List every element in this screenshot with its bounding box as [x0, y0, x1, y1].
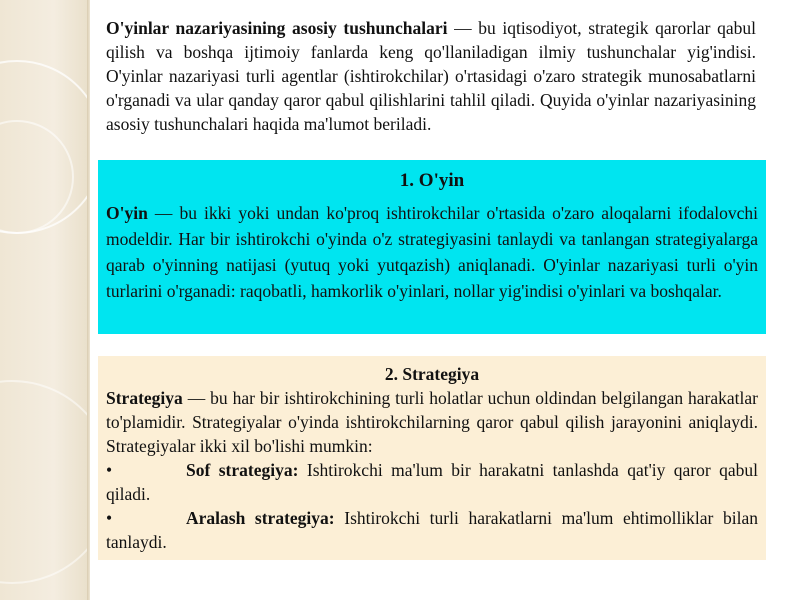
bullet-text: Ishtirokchi turli harakatlarni ma'lum ehtimolliklar bilan tanlaydi.	[106, 508, 758, 552]
section-strategy-text: — bu har bir ishtirokchining turli holatlar uchun oldindan belgilangan harakatlar to'plamidir. Strategiyalar o'yinda ishtirokchilarning qaror qabul qilish jarayonini aniqlaydi. Strategiyalar ikki xil bo'lishi mumkin:	[106, 388, 758, 456]
strip-edge	[87, 0, 90, 600]
bullet-label: Sof strategiya:	[186, 460, 299, 480]
bullet-marker: •	[106, 460, 113, 480]
list-item	[106, 458, 758, 506]
section-game	[98, 160, 766, 334]
section-strategy	[98, 356, 766, 560]
section-game-text: — bu ikki yoki undan ko'proq ishtirokchilar o'rtasida o'zaro aloqalarni ifodalovchi modeldir. Har bir ishtirokchi o'yinda o'z strategiyasini tanlaydi va tanlangan strategiyalarga qarab o'yinning natijasi (yutuq yoki yutqazish) aniqlanadi. O'yinlar nazariyasi turli o'yin turlarini o'rganadi: raqobatli, hamkorlik o'yinlari, nollar yig'indisi o'yinlari va boshqalar.	[106, 203, 758, 301]
section-strategy-body	[106, 386, 758, 458]
decorative-swirl	[0, 380, 90, 584]
section-game-title: 1. O'yin	[399, 170, 465, 191]
intro-paragraph	[106, 16, 756, 158]
bullet-marker: •	[106, 508, 113, 528]
bullet-text: Ishtirokchi ma'lum bir harakatni tanlashda qat'iy qaror qabul qiladi.	[106, 460, 758, 504]
decorative-left-strip	[0, 0, 90, 600]
bullet-label: Aralash strategiya:	[186, 508, 335, 528]
list-item	[106, 506, 758, 554]
section-game-term: O'yin	[106, 203, 148, 223]
section-game-body	[106, 200, 758, 304]
section-strategy-term: Strategiya	[106, 388, 183, 408]
section-strategy-title: 2. Strategiya	[384, 364, 480, 384]
intro-term: O'yinlar nazariyasining asosiy tushunchalari	[106, 18, 448, 38]
intro-text: — bu iqtisodiyot, strategik qarorlar qabul qilish va boshqa ijtimoiy fanlarda keng qo'llaniladigan ilmiy tushunchalar yig'indisi. O'yinlar nazariyasi turli agentlar (ishtirokchilar) o'rtasidagi o'zaro strategik munosabatlarni o'rganadi va ular qanday qaror qabul qilishlarini tahlil qiladi. Quyida o'yinlar nazariyasining asosiy tushunchalari haqida ma'lumot beriladi.	[106, 18, 756, 134]
